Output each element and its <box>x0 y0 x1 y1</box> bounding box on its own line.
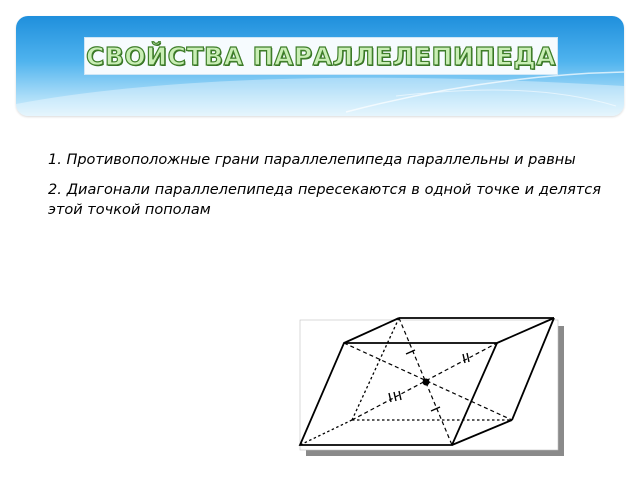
properties-list <box>48 150 601 230</box>
title-box <box>84 37 558 75</box>
slide-title: СВОЙСТВА ПАРАЛЛЕЛЕПИПЕДА <box>86 41 556 71</box>
property-item-2: 2. Диагонали параллелепипеда пересекаются в одной точке и делятся этой точкой пополам <box>48 182 601 218</box>
figure-panel <box>300 320 558 450</box>
intersection-point <box>423 379 430 386</box>
property-item-1: 1. Противоположные грани параллелепипеда параллельны и равны <box>48 152 576 168</box>
parallelepiped-figure <box>292 308 582 468</box>
